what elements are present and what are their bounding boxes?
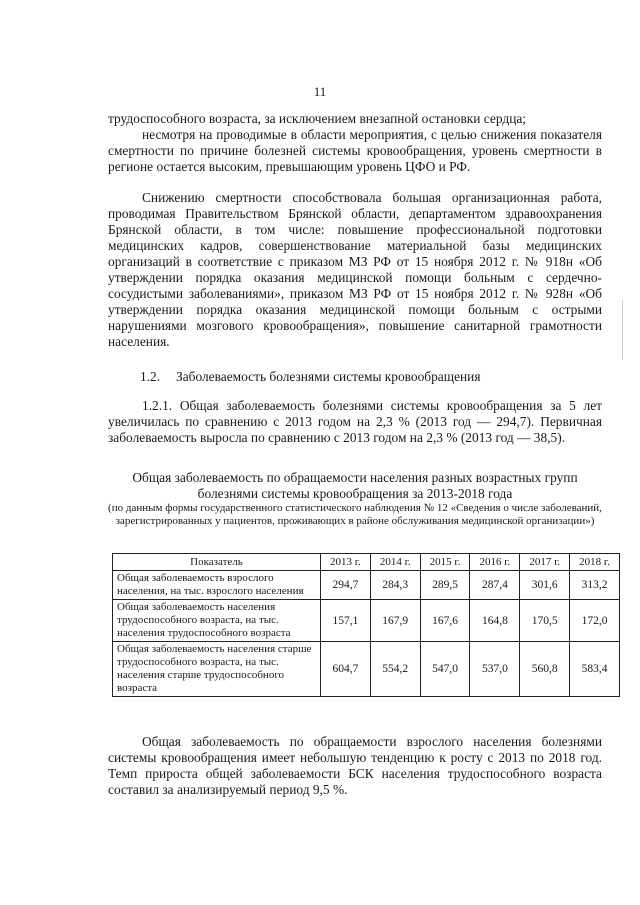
page-number: 11	[313, 84, 327, 99]
row-label: Общая заболеваемость населения старше трудоспособного возраста, на тыс. населения старше трудоспособного возраста	[113, 642, 321, 697]
table-row	[113, 571, 620, 600]
section-number: 1.2.	[140, 369, 161, 384]
header-year: 2018 г.	[570, 554, 620, 571]
table-row	[113, 600, 620, 642]
header-year: 2015 г.	[420, 554, 470, 571]
table-cell: 167,9	[370, 600, 420, 642]
header-year: 2017 г.	[520, 554, 570, 571]
table-cell: 583,4	[570, 642, 620, 697]
paragraph-morbidity-growth: 1.2.1. Общая заболеваемость болезнями системы кровообращения за 5 лет увеличилась по сравнению с 2013 годом на 2,3 % (2013 год — 294,7). Первичная заболеваемость выросла по сравнению с 2013 годом на 2,3 % (2013 год — 38,5).	[108, 398, 602, 445]
table-cell: 294,7	[321, 571, 371, 600]
table-header-row	[113, 554, 620, 571]
table-cell: 284,3	[370, 571, 420, 600]
paragraph-organizational-work: Снижению смертности способствовала большая организационная работа, проводимая Правительством Брянской области, департаментом здравоохранения Брянской области, в том числе: повышение профессиональной подготовки медицинских кадров, совершенствование материальной базы медицинских организаций в соответствие с приказом МЗ РФ от 15 ноября 2012 г. № 918н «Об утверждении порядка оказания медицинской помощи больным с сердечно-сосудистыми заболеваниями», приказом МЗ РФ от 15 ноября 2012 г. № 928н «Об утверждении порядка оказания медицинской помощи больным с острыми нарушениями мозгового кровообращения», повышение санитарной грамотности населения.	[108, 190, 602, 349]
table-cell: 170,5	[520, 600, 570, 642]
table-cell: 313,2	[570, 571, 620, 600]
table-cell: 172,0	[570, 600, 620, 642]
table-cell: 537,0	[470, 642, 520, 697]
table-cell: 289,5	[420, 571, 470, 600]
section-title: Заболеваемость болезнями системы кровообращения	[176, 369, 481, 384]
table-cell: 560,8	[520, 642, 570, 697]
table-cell: 287,4	[470, 571, 520, 600]
header-year: 2013 г.	[321, 554, 371, 571]
table-subtitle: (по данным формы государственного статистического наблюдения № 12 «Сведения о числе заболеваний, зарегистрированных у пациентов, проживающих в районе обслуживания медицинской организации»)	[108, 502, 602, 528]
table-row	[113, 642, 620, 697]
scan-edge-line	[622, 300, 623, 360]
paragraph-continuation: трудоспособного возраста, за исключением внезапной остановки сердца;	[108, 111, 527, 126]
paragraph-mortality-level: несмотря на проводимые в области мероприятия, с целью снижения показателя смертности по причине болезней системы кровообращения, уровень смертности в регионе остается высоким, превышающим уровень ЦФО и РФ.	[108, 127, 602, 174]
table-cell: 554,2	[370, 642, 420, 697]
table-cell: 164,8	[470, 600, 520, 642]
table-cell: 301,6	[520, 571, 570, 600]
header-year: 2014 г.	[370, 554, 420, 571]
table-cell: 167,6	[420, 600, 470, 642]
table-cell: 547,0	[420, 642, 470, 697]
section-heading	[140, 369, 481, 385]
row-label: Общая заболеваемость взрослого населения, на тыс. взрослого населения	[113, 571, 321, 600]
morbidity-table	[112, 553, 620, 697]
paragraph-trend: Общая заболеваемость по обращаемости взрослого населения болезнями системы кровообращения имеет небольшую тенденцию к росту с 2013 по 2018 год. Темп прироста общей заболеваемости БСК населения трудоспособного возраста составил за анализируемый период 9,5 %.	[108, 734, 602, 797]
table-cell: 604,7	[321, 642, 371, 697]
header-indicator: Показатель	[113, 554, 321, 571]
row-label: Общая заболеваемость населения трудоспособного возраста, на тыс. населения трудоспособного возраста	[113, 600, 321, 642]
table-title: Общая заболеваемость по обращаемости населения разных возрастных групп болезнями системы кровообращения за 2013-2018 года	[132, 470, 578, 501]
header-year: 2016 г.	[470, 554, 520, 571]
table-cell: 157,1	[321, 600, 371, 642]
